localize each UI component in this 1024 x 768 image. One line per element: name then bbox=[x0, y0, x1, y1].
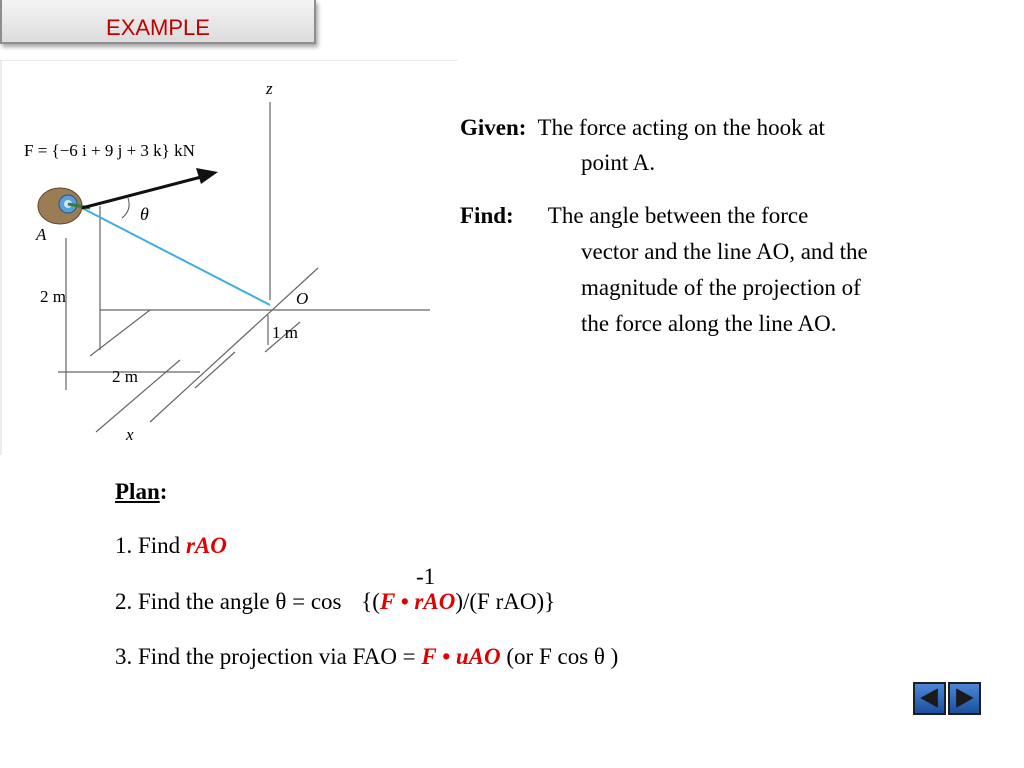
find-line-3: magnitude of the projection of bbox=[581, 275, 861, 300]
plan-step-2 bbox=[115, 588, 555, 616]
triangle-right-icon bbox=[950, 684, 979, 713]
angle-theta-label: θ bbox=[140, 204, 149, 224]
force-label: F = {−6 i + 9 j + 3 k} kN bbox=[24, 141, 195, 160]
plan-heading-colon: : bbox=[159, 479, 168, 504]
next-slide-button[interactable] bbox=[948, 682, 981, 715]
step-2-open: {( bbox=[355, 589, 380, 614]
given-line-1: The force acting on the hook at bbox=[537, 115, 825, 140]
slide-title: EXAMPLE bbox=[106, 15, 210, 40]
step-3-dot-product: F • uAO bbox=[421, 644, 501, 669]
step-2-close: )/(F rAO)} bbox=[455, 589, 556, 614]
find-label: Find: bbox=[460, 203, 514, 228]
x-dimension: 2 m bbox=[112, 367, 138, 386]
find-block bbox=[460, 198, 868, 336]
find-line-1: The angle between the force bbox=[547, 203, 809, 228]
plan-heading-text: Plan bbox=[115, 479, 160, 504]
previous-slide-button[interactable] bbox=[913, 682, 946, 715]
step-3-prefix: 3. Find the projection via FAO = bbox=[115, 644, 422, 669]
height-dimension: 2 m bbox=[40, 287, 66, 306]
step-2-superscript: -1 bbox=[416, 564, 436, 589]
y-dimension: 1 m bbox=[272, 323, 298, 342]
step-2-prefix: 2. Find the angle θ = cos bbox=[115, 589, 342, 614]
given-line-2: point A. bbox=[581, 150, 656, 175]
x-axis bbox=[150, 268, 318, 422]
point-a-label: A bbox=[36, 225, 47, 244]
point-o-label: O bbox=[296, 289, 309, 308]
z-axis-label: z bbox=[266, 79, 273, 98]
step-1-vector: rAO bbox=[185, 533, 227, 558]
plan-step-1 bbox=[115, 532, 227, 560]
step-2-dot-product: F • rAO bbox=[379, 589, 456, 614]
find-line-4: the force along the line AO. bbox=[581, 311, 837, 336]
find-line-2: vector and the line AO, and the bbox=[581, 239, 868, 264]
triangle-left-icon bbox=[915, 684, 944, 713]
plan-step-3 bbox=[115, 643, 618, 671]
step-3-suffix: (or F cos θ ) bbox=[500, 644, 619, 669]
line-ao bbox=[82, 208, 270, 305]
force-diagram bbox=[0, 60, 458, 455]
x-axis-label: x bbox=[126, 425, 134, 444]
plan-heading bbox=[115, 478, 167, 506]
given-block bbox=[460, 110, 825, 175]
given-label: Given: bbox=[460, 115, 527, 140]
step-1-text: 1. Find bbox=[115, 533, 186, 558]
